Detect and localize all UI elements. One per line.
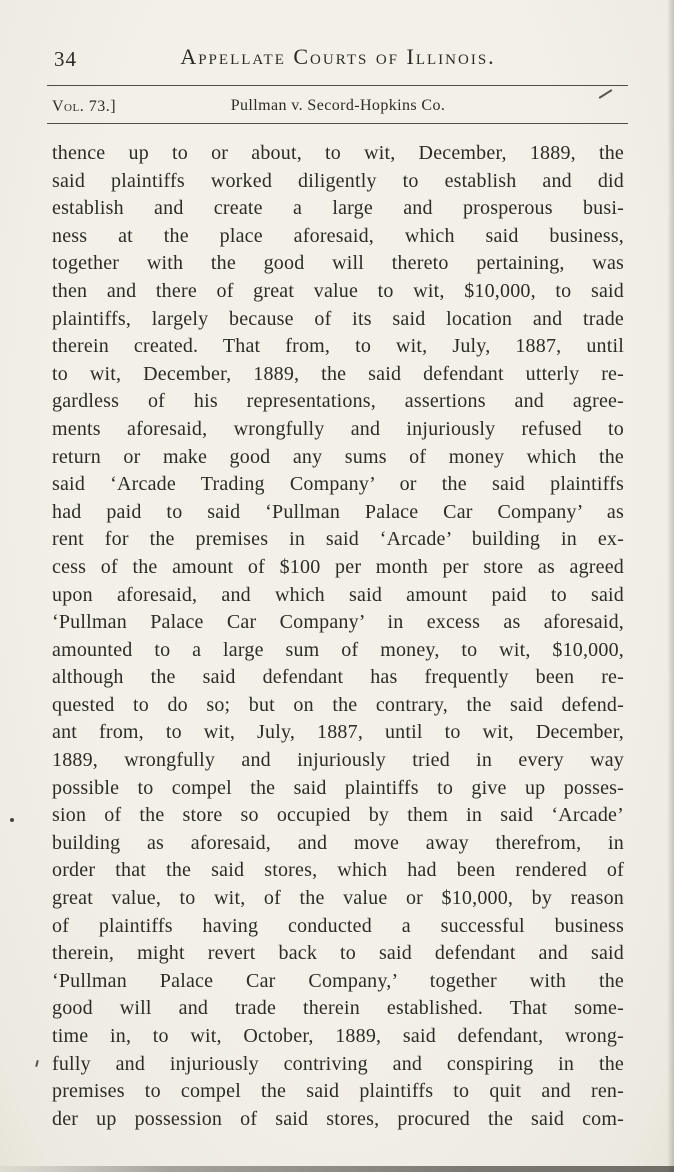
scan-speck: [35, 1060, 39, 1067]
body-text: [52, 140, 624, 1133]
text-line: cess of the amount of $100 per month per store as agreed: [52, 555, 624, 578]
text-line: possible to compel the said plaintiffs to give up posses-: [52, 776, 624, 799]
text-line: had paid to said ‘Pullman Palace Car Company’ as: [52, 500, 624, 523]
text-line: thence up to or about, to wit, December, 1889, the: [52, 142, 624, 164]
case-title: Pullman v. Secord-Hopkins Co.: [230, 97, 446, 114]
scan-speck: [10, 818, 14, 822]
text-line: quested to do so; but on the contrary, the said defend-: [52, 693, 624, 716]
text-line: building as aforesaid, and move away therefrom, in: [52, 831, 624, 854]
text-line: then and there of great value to wit, $10,000, to said: [52, 279, 624, 302]
text-line: good will and trade therein established. That some-: [52, 997, 624, 1020]
volume-label: Vol. 73.]: [52, 98, 117, 115]
text-line: ments aforesaid, wrongfully and injuriously refused to: [52, 417, 624, 440]
text-line: ant from, to wit, July, 1887, until to wit, December,: [52, 721, 624, 744]
running-title: Appellate Courts of Illinois.: [180, 44, 496, 69]
subheader: [52, 94, 624, 119]
text-line: ness at the place aforesaid, which said business,: [52, 224, 624, 247]
text-line: establish and create a large and prosperous busi-: [52, 197, 624, 220]
text-line: sion of the store so occupied by them in said ‘Arcade’: [52, 804, 624, 827]
text-line: amounted to a large sum of money, to wit, $10,000,: [52, 638, 624, 661]
text-line: of plaintiffs having conducted a successful business: [52, 914, 624, 937]
text-line: time in, to wit, October, 1889, said defendant, wrong-: [52, 1025, 624, 1047]
text-line: 1889, wrongfully and injuriously tried in every way: [52, 749, 624, 772]
text-line: ‘Pullman Palace Car Company’ in excess as aforesaid,: [52, 611, 624, 634]
text-line: great value, to wit, of the value or $10,000, by reason: [52, 887, 624, 910]
scan-edge-shadow: [667, 0, 674, 1172]
page-number: 34: [54, 47, 77, 71]
text-line: upon aforesaid, and which said amount paid to said: [52, 583, 624, 606]
text-line: therein created. That from, to wit, July, 1887, until: [52, 335, 624, 358]
text-line: ‘Pullman Palace Car Company,’ together with the: [52, 969, 624, 992]
text-line: premises to compel the said plaintiffs to quit and ren-: [52, 1080, 624, 1103]
text-line: therein, might revert back to said defendant and said: [52, 942, 624, 965]
text-line: although the said defendant has frequently been re-: [52, 666, 624, 689]
text-line: plaintiffs, largely because of its said location and trade: [52, 307, 624, 330]
text-line: said plaintiffs worked diligently to establish and did: [52, 169, 624, 192]
text-line: fully and injuriously contriving and conspiring in the: [52, 1052, 624, 1075]
subheader-rule: [47, 123, 628, 124]
text-line: order that the said stores, which had been rendered of: [52, 859, 624, 882]
text-line: der up possession of said stores, procured the said com-: [52, 1107, 624, 1130]
text-line: rent for the premises in said ‘Arcade’ building in ex-: [52, 528, 624, 551]
text-line: return or make good any sums of money which the: [52, 445, 624, 468]
text-line: to wit, December, 1889, the said defendant utterly re-: [52, 362, 624, 385]
scan-edge-shadow: [0, 1166, 674, 1172]
text-line: gardless of his representations, assertions and agree-: [52, 390, 624, 413]
header-rule: [47, 85, 628, 86]
page-header: [52, 44, 624, 80]
text-line: said ‘Arcade Trading Company’ or the said plaintiffs: [52, 473, 624, 496]
text-line: together with the good will thereto pertaining, was: [52, 252, 624, 275]
